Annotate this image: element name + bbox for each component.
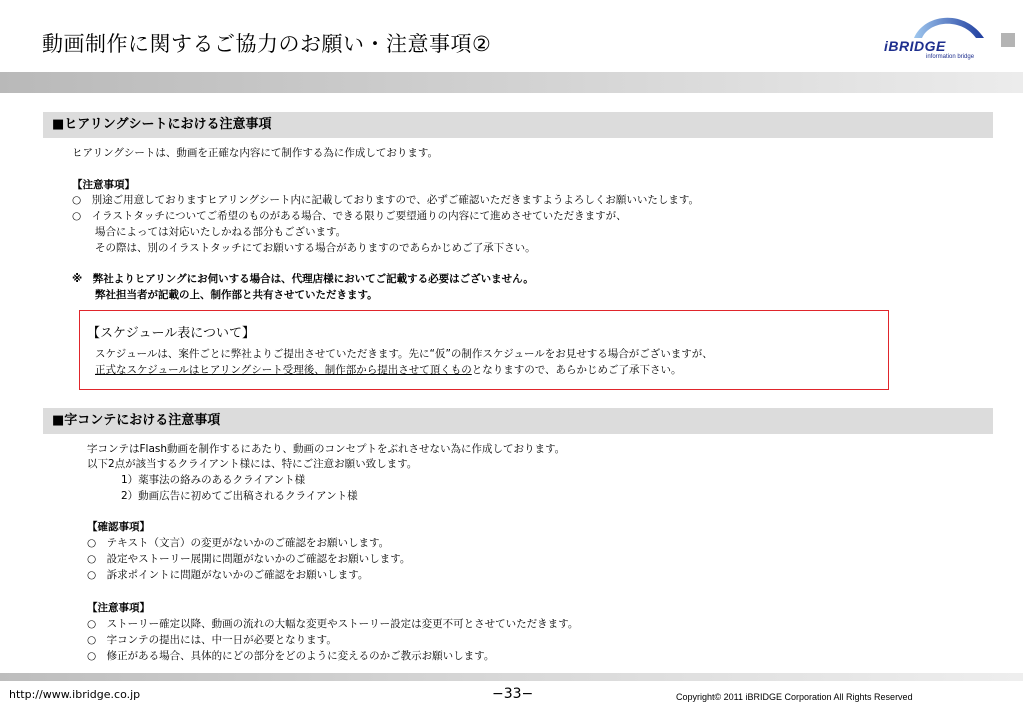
hearing-remark-2: 弊社担当者が記載の上、制作部と共有させていただきます。 <box>95 289 378 301</box>
storyboard-item-1: 1）薬事法の絡みのあるクライアント様 <box>121 474 306 486</box>
storyboard-note-2: ○ 字コンテの提出には、中一日が必要となります。 <box>87 634 337 646</box>
page-number: −33− <box>492 686 534 702</box>
hearing-note-2: ○ イラストタッチについてご希望のものがある場合、できる限りご要望通りの内容にて進めさせていただきますが、 <box>72 210 627 222</box>
storyboard-intro-1: 字コンテはFlash動画を制作するにあたり、動画のコンセプトをぶれさせない為に作成しております。 <box>87 443 566 455</box>
corner-square-decoration <box>1001 33 1015 47</box>
hearing-note-1: ○ 別途ご用意しておりますヒアリングシート内に記載しておりますので、必ずご確認いただきますようよろしくお願いいたします。 <box>72 194 699 206</box>
logo-text: iBRIDGE <box>884 38 946 54</box>
storyboard-intro-2: 以下2点が該当するクライアント様には、特にご注意お願い致します。 <box>87 458 418 470</box>
copyright-text: Copyright© 2011 iBRIDGE Corporation All Rights Reserved <box>676 692 913 702</box>
company-logo <box>876 8 991 64</box>
schedule-line-2 <box>95 362 682 377</box>
hearing-note-2-cont-1: 場合によっては対応いたしかねる部分もございます。 <box>95 226 347 238</box>
confirm-item-2: ○ 設定やストーリー展開に問題がないかのご確認をお願いします。 <box>87 553 411 565</box>
storyboard-item-2: 2）動画広告に初めてご出稿されるクライアント様 <box>121 490 358 502</box>
schedule-notice-box <box>79 310 889 390</box>
confirm-item-3: ○ 訴求ポイントに問題がないかのご確認をお願いします。 <box>87 569 369 581</box>
hearing-intro: ヒアリングシートは、動画を正確な内容にて制作する為に作成しております。 <box>72 147 439 159</box>
schedule-line-2-underlined: 正式なスケジュールはヒアリングシート受理後、制作部から提出させて頂くもの <box>95 364 472 376</box>
schedule-line-1: スケジュールは、案件ごとに弊社よりご提出させていただきます。先に“仮”の制作スケジュールをお見せする場合がございますが、 <box>95 348 713 360</box>
schedule-heading: 【スケジュール表について】 <box>87 326 255 341</box>
hearing-remark-1: ※ 弊社よりヒアリングにお伺いする場合は、代理店様においてご記載する必要はございません。 <box>72 273 534 285</box>
footer-band <box>0 673 1023 681</box>
hearing-note-2-cont-2: その際は、別のイラストタッチにてお願いする場合がありますのであらかじめご了承下さい。 <box>95 242 536 254</box>
storyboard-note-3: ○ 修正がある場合、具体的にどの部分をどのように変えるのかご教示お願いします。 <box>87 650 495 662</box>
footer-url-link[interactable]: http://www.ibridge.co.jp <box>9 688 141 701</box>
logo-subtext: information bridge <box>926 54 975 60</box>
page-title: 動画制作に関するご協力のお願い・注意事項② <box>42 32 492 56</box>
section-heading-storyboard: ■字コンテにおける注意事項 <box>43 408 993 434</box>
storyboard-notes-label: 【注意事項】 <box>87 602 150 614</box>
confirm-item-1: ○ テキスト（文言）の変更がないかのご確認をお願いします。 <box>87 537 390 549</box>
confirm-label: 【確認事項】 <box>87 521 150 533</box>
section-heading-hearing-sheet: ■ヒアリングシートにおける注意事項 <box>43 112 993 138</box>
storyboard-note-1: ○ ストーリー確定以降、動画の流れの大幅な変更やストーリー設定は変更不可とさせていただきます。 <box>87 618 579 630</box>
schedule-line-2-rest: となりますので、あらかじめご了承下さい。 <box>471 364 682 376</box>
hearing-notes-label: 【注意事項】 <box>72 179 135 191</box>
header-band <box>0 72 1023 93</box>
